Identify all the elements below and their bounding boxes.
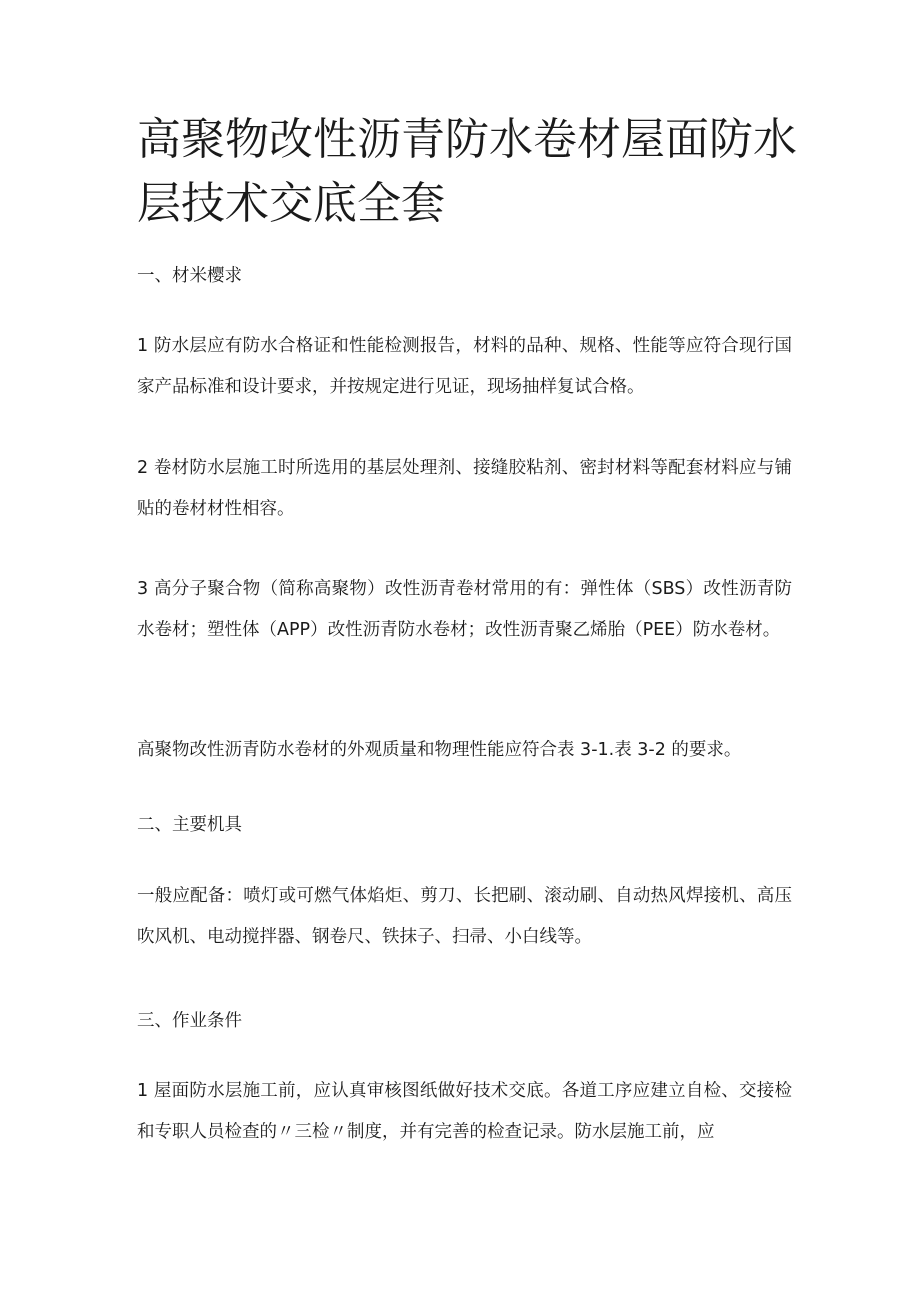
paragraph-materials-3: 3 高分子聚合物（简称高聚物）改性沥青卷材常用的有：弹性体（SBS）改性沥青防水卷材；塑性体（APP）改性沥青防水卷材；改性沥青聚乙烯胎（PEE）防水卷材。 <box>137 579 792 640</box>
paragraph-conditions-1: 1 屋面防水层施工前，应认真审核图纸做好技术交底。各道工序应建立自检、交接检和专职人员检查的〃三检〃制度，并有完善的检查记录。防水层施工前，应 <box>137 1081 792 1142</box>
paragraph-materials-2: 2 卷材防水层施工时所选用的基层处理剂、接缝胶粘剂、密封材料等配套材料应与铺贴的卷材材性相容。 <box>137 458 792 519</box>
paragraph-materials-4: 高聚物改性沥青防水卷材的外观质量和物理性能应符合表 3-1.表 3-2 的要求。 <box>137 740 742 760</box>
section-heading-materials: 一、材米樱求 <box>137 266 242 286</box>
section-heading-conditions: 三、作业条件 <box>137 1011 242 1031</box>
paragraph-materials-1: 1 防水层应有防水合格证和性能检测报告，材料的品种、规格、性能等应符合现行国家产品标准和设计要求，并按规定进行见证，现场抽样复试合格。 <box>137 336 792 397</box>
paragraph-tools: 一般应配备：喷灯或可燃气体焰炬、剪刀、长把刷、滚动刷、自动热风焊接机、高压吹风机、电动搅拌器、钢卷尺、铁抹子、扫帚、小白线等。 <box>137 886 792 947</box>
document-title: 高聚物改性沥青防水卷材屋面防水层技术交底全套 <box>137 114 797 229</box>
section-heading-tools: 二、主要机具 <box>137 815 242 835</box>
